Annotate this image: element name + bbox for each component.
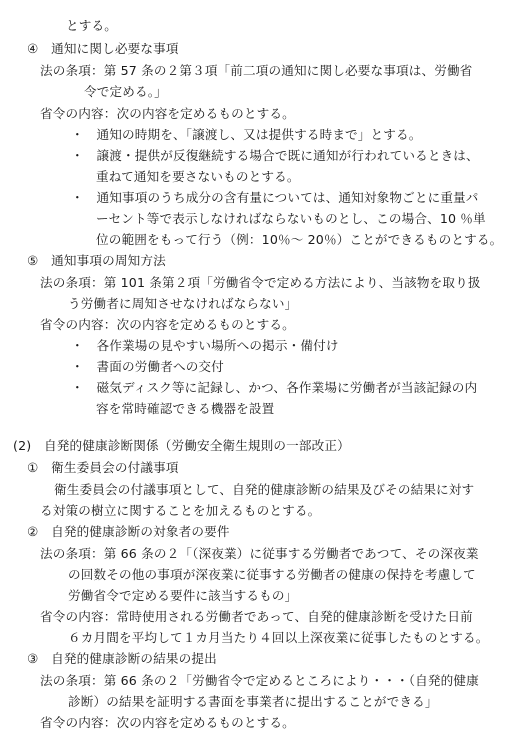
text-line: 法の条項：第 66 条の２「労働省令で定めるところにより・・・（自発的健康 (40, 673, 479, 688)
section-heading: ② 自発的健康診断の対象者の要件 (27, 524, 230, 539)
text-line: 重ねて通知を要さないものとする。 (96, 169, 300, 184)
text-line: の回数その他の事項が深夜業に従事する労働者の健康の保持を考慮して (68, 567, 476, 582)
text-line: 省令の内容：次の内容を定めるものとする。 (40, 317, 295, 332)
bullet-item: ・ 通知事項のうち成分の含有量については、通知対象物ごとに重量パ (71, 190, 479, 205)
text-line: 令で定める。」 (84, 84, 167, 99)
text-line: う労働者に周知させなければならない」 (68, 296, 298, 311)
bullet-item: ・ 各作業場の見やすい場所への掲示・備付け (71, 338, 339, 353)
text-line: 位の範囲をもって行う（例：10％～ 20％）ことができるものとする。 (96, 232, 503, 247)
section-heading: ① 衛生委員会の付議事項 (27, 460, 179, 475)
chapter-heading: (2) 自発的健康診断関係（労働安全衛生規則の一部改正） (13, 438, 350, 453)
text-line: 法の条項：第 66 条の２「（深夜業）に従事する労働者であつて、その深夜業 (40, 546, 479, 561)
bullet-item: ・ 磁気ディスク等に記録し、かつ、各作業場に労働者が当該記録の内 (71, 380, 478, 395)
text-line: ーセント等で表示しなければならないものとし、この場合、10 ％単 (96, 211, 486, 226)
bullet-item: ・ 書面の労働者への交付 (71, 359, 224, 374)
text-line: る対策の樹立に関することを加えるものとする。 (40, 503, 321, 518)
section-heading: ⑤ 通知事項の周知方法 (27, 253, 166, 268)
section-heading: ③ 自発的健康診断の結果の提出 (27, 651, 217, 666)
text-line: 省令の内容：次の内容を定めるものとする。 (40, 106, 295, 121)
text-line: 衛生委員会の付議事項として、自発的健康診断の結果及びその結果に対す (54, 482, 475, 497)
section-heading: ④ 通知に関し必要な事項 (27, 41, 179, 56)
text-line: 省令の内容：常時使用される労働者であって、自発的健康診断を受けた日前 (40, 609, 473, 624)
text-line: 診断）の結果を証明する書面を事業者に提出することができる」 (68, 694, 438, 709)
text-line: 省令の内容：次の内容を定めるものとする。 (40, 715, 295, 730)
bullet-item: ・ 通知の時期を、「譲渡し、又は提供する時まで」とする。 (71, 127, 422, 142)
text-line: 容を常時確認できる機器を設置 (96, 401, 275, 416)
text-line: 労働省令で定める要件に該当するもの」 (68, 588, 298, 603)
text-line: とする。 (66, 18, 117, 33)
bullet-item: ・ 譲渡・提供が反復継続する場合で既に通知が行われているときは、 (71, 148, 479, 163)
text-line: 法の条項：第 101 条第２項「労働省令で定める方法により、当該物を取り扱 (40, 275, 481, 290)
text-line: ６カ月間を平均して１カ月当たり４回以上深夜業に従事したものとする。 (68, 630, 489, 645)
text-line: 法の条項：第 57 条の２第３項「前二項の通知に関し必要な事項は、労働省 (40, 63, 473, 78)
